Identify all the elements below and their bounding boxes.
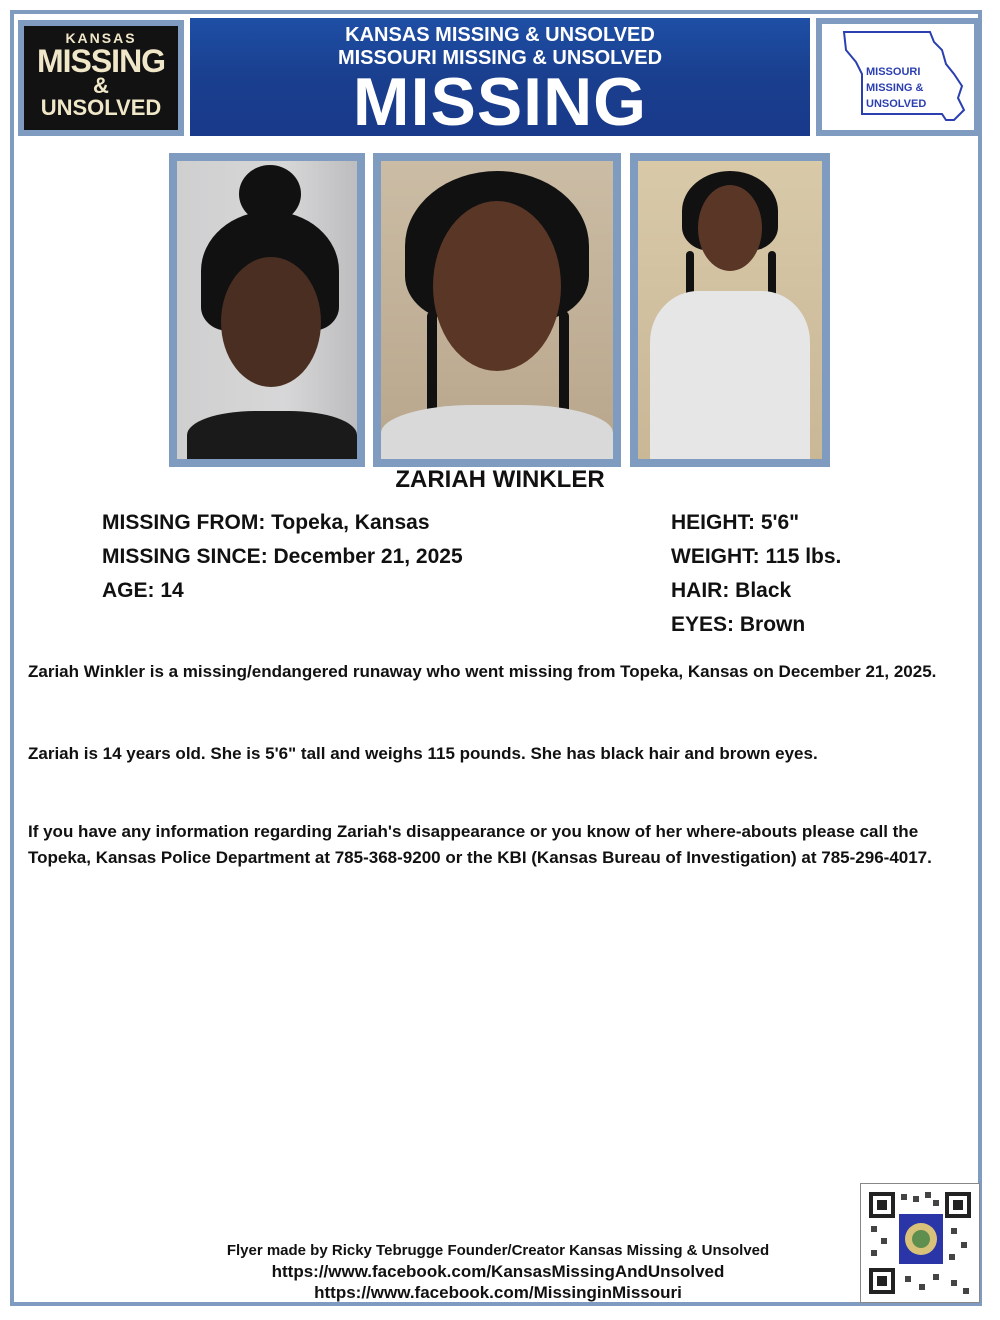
footer-credit: Flyer made by Ricky Tebrugge Founder/Creator Kansas Missing & Unsolved (226, 1242, 770, 1259)
photo-2 (373, 153, 621, 467)
age: AGE: 14 (102, 579, 184, 602)
missing-since: MISSING SINCE: December 21, 2025 (102, 545, 463, 568)
kansas-missing-unsolved-logo (18, 20, 184, 136)
height: HEIGHT: 5'6" (671, 511, 800, 534)
facts-left (102, 506, 463, 608)
banner-missing-title: MISSING (352, 64, 648, 140)
banner-kansas-line: KANSAS MISSING & UNSOLVED (345, 24, 655, 46)
description-paragraph-1: Zariah Winkler is a missing/endangered runaway who went missing from Topeka, Kansas on December 21, 2025. (28, 662, 937, 681)
photo-3 (630, 153, 830, 467)
hair: HAIR: Black (671, 579, 792, 602)
banner-missouri-line: MISSOURI MISSING & UNSOLVED (337, 47, 663, 69)
person-name: ZARIAH WINKLER (395, 466, 605, 493)
right-logo-text (866, 64, 926, 112)
photo-1 (169, 153, 365, 467)
qr-code-icon[interactable] (860, 1183, 980, 1303)
description-paragraph-3: If you have any information regarding Zariah's disappearance or you know of her where-abouts please call the Topeka, Kansas Police Department at 785-368-9200 or the KBI (Kansas Bureau of Investigation) at 785-296-4017. (28, 822, 932, 867)
right-logo-line3: UNSOLVED (866, 98, 927, 110)
footer-link-kansas[interactable]: https://www.facebook.com/KansasMissingAndUnsolved (271, 1262, 725, 1281)
eyes: EYES: Brown (671, 613, 806, 636)
description-paragraph-2: Zariah is 14 years old. She is 5'6" tall and weighs 115 pounds. She has black hair and brown eyes. (28, 744, 818, 763)
logo-unsolved-text: UNSOLVED (40, 95, 162, 120)
weight: WEIGHT: 115 lbs. (671, 545, 842, 568)
header-banner (190, 18, 810, 140)
right-logo-line2: MISSING & (866, 82, 924, 94)
logo-kansas-text: KANSAS (65, 30, 137, 46)
missing-from: MISSING FROM: Topeka, Kansas (102, 511, 430, 534)
facts-right (671, 506, 841, 642)
missouri-missing-unsolved-logo (816, 18, 980, 136)
logo-missing-text: MISSING (36, 43, 166, 79)
footer-link-missouri[interactable]: https://www.facebook.com/MissinginMissouri (314, 1283, 682, 1302)
right-logo-line1: MISSOURI (866, 66, 921, 78)
logo-amp-text: & (93, 73, 109, 98)
